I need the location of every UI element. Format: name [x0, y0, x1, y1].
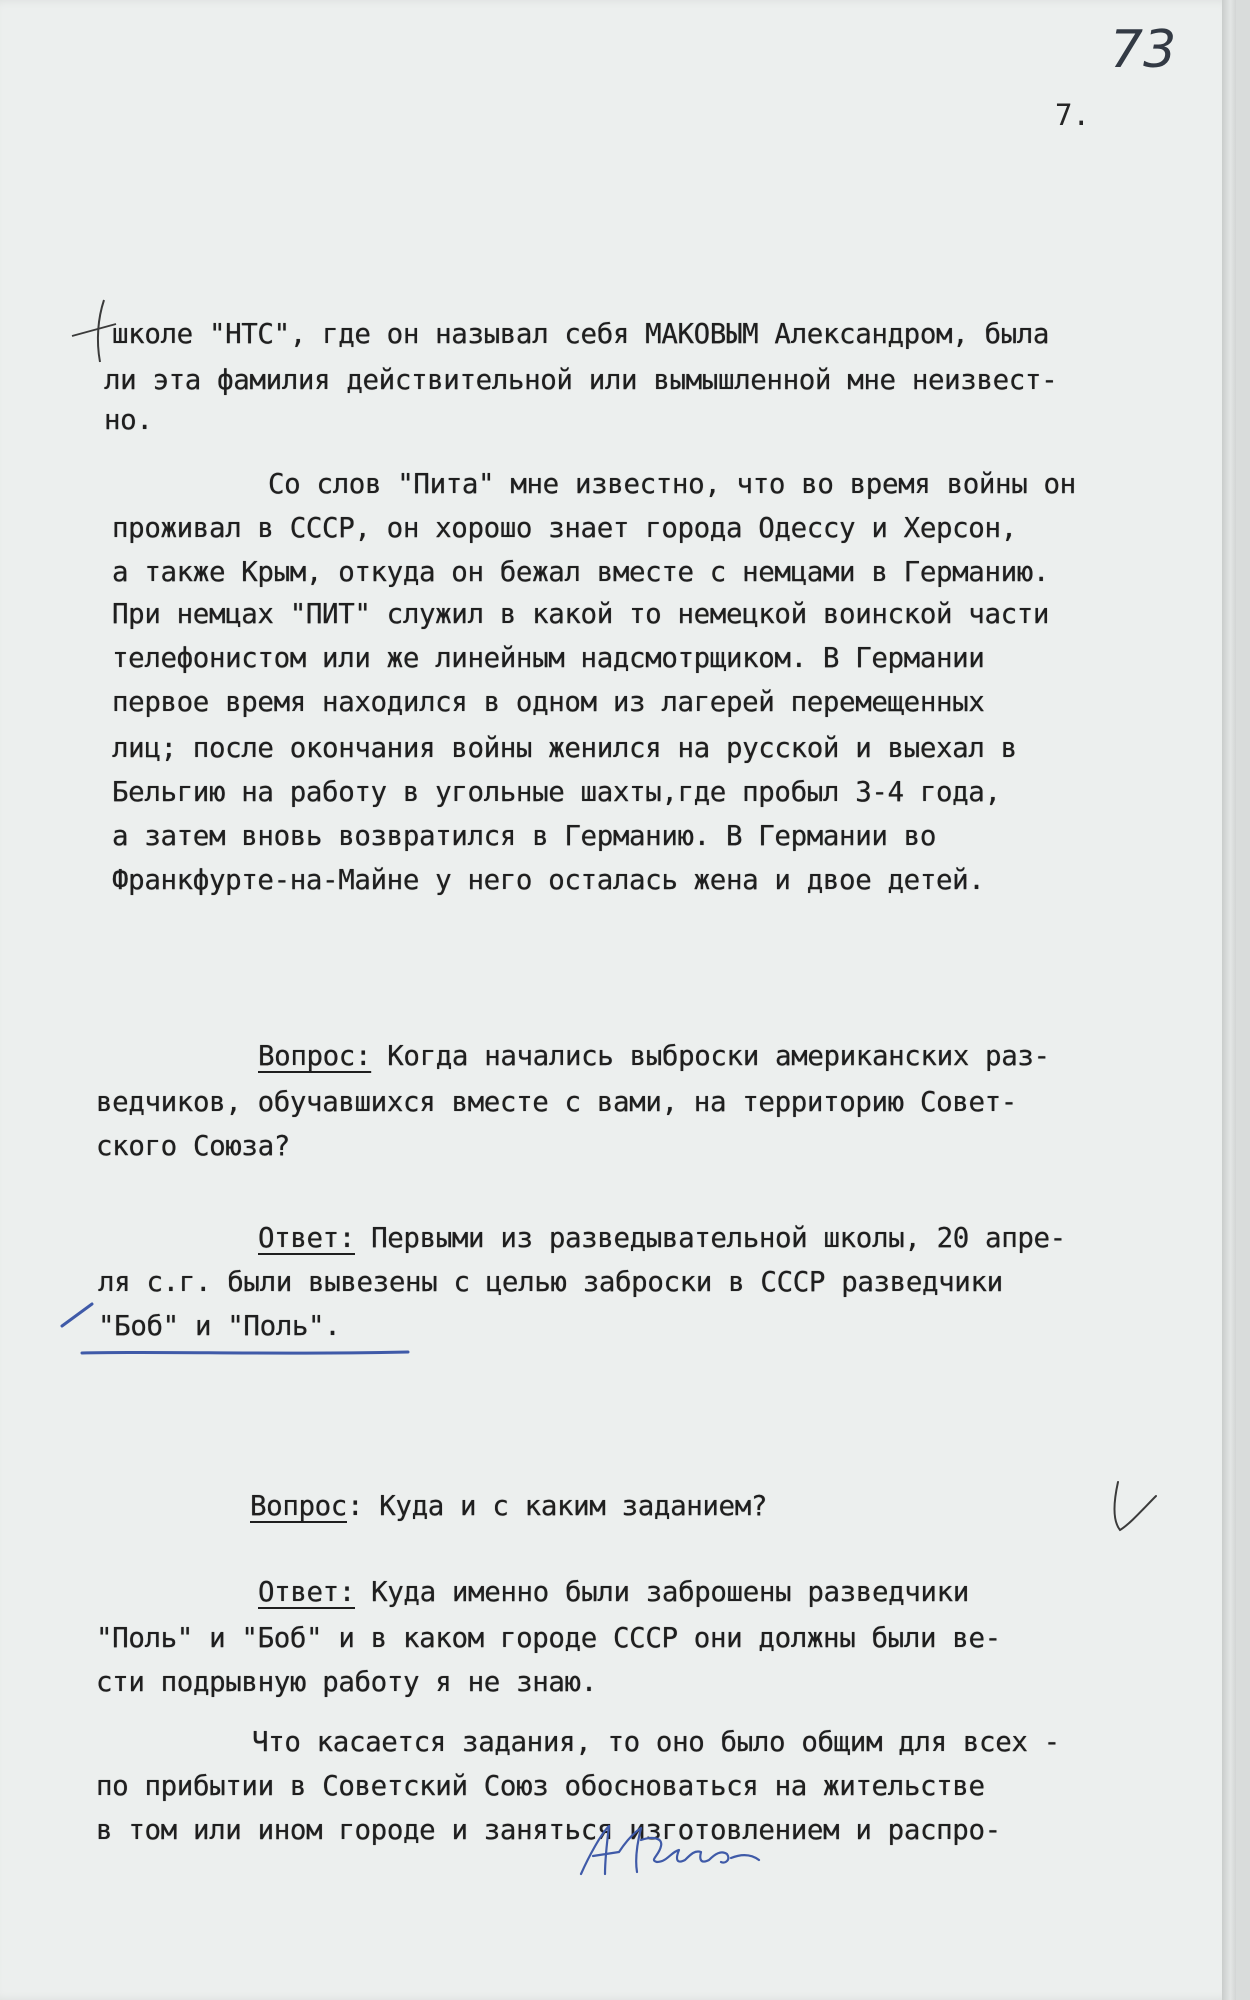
question-label: Вопрос: [258, 1040, 372, 1072]
text-line: ля с.г. были вывезены с целью заброски в СССР разведчики [98, 1266, 1003, 1298]
pencil-check-icon [1108, 1478, 1160, 1538]
answer-label: Ответ: [258, 1222, 355, 1254]
answer-text: Куда именно были заброшены разведчики [354, 1576, 969, 1608]
text-line: Бельгию на работу в угольные шахты,где пробыл 3-4 года, [112, 776, 1001, 808]
text-line: Что касается задания, то оно было общим для всех - [252, 1726, 1060, 1758]
archive-page-number: 73 [1110, 20, 1177, 80]
text-line: лиц; после окончания войны женился на русской и выехал в [112, 732, 1017, 764]
text-line: ского Союза? [96, 1130, 290, 1162]
text-line: телефонистом или же линейным надсмотрщиком. В Германии [112, 642, 985, 674]
pencil-margin-mark [70, 296, 118, 366]
text-line: школе "НТС", где он называл себя МАКОВЫМ Александром, была [112, 318, 1050, 350]
blue-margin-mark [58, 1300, 98, 1330]
question-text: Когда начались выброски американских раз- [371, 1040, 1050, 1072]
text-line: ведчиков, обучавшихся вместе с вами, на территорию Совет- [96, 1086, 1017, 1118]
text-line: но. [104, 404, 153, 436]
answer-line [258, 1222, 1066, 1254]
answer-line [258, 1576, 969, 1608]
question-label: Вопрос [250, 1490, 347, 1522]
text-line: Франкфурте-на-Майне у него осталась жена и двое детей. [112, 864, 985, 896]
question-line [258, 1040, 1050, 1072]
text-line: по прибытии в Советский Союз обосноваться на жительстве [96, 1770, 985, 1802]
text-line: "Боб" и "Поль". [98, 1310, 341, 1342]
answer-label: Ответ: [258, 1576, 355, 1608]
text-line: ли эта фамилия действительной или вымышленной мне неизвест- [104, 364, 1058, 396]
answer-text: Первыми из разведывательной школы, 20 апре- [354, 1222, 1066, 1254]
question-line [250, 1490, 767, 1522]
question-text: : Куда и с каким заданием? [346, 1490, 768, 1522]
page-number: 7. [1055, 98, 1090, 132]
text-line: первое время находился в одном из лагерей перемещенных [112, 686, 985, 718]
blue-underline-mark [80, 1348, 410, 1358]
text-line: в том или ином городе и заняться изготовлением и распро- [96, 1814, 1001, 1846]
text-line: а также Крым, откуда он бежал вместе с немцами в Германию. [112, 556, 1050, 588]
text-line: Со слов "Пита" мне известно, что во время войны он [268, 468, 1076, 500]
text-line: "Поль" и "Боб" и в каком городе СССР они должны были ве- [96, 1622, 1001, 1654]
text-line: а затем вновь возвратился в Германию. В Германии во [112, 820, 936, 852]
text-line: сти подрывную работу я не знаю. [96, 1666, 597, 1698]
page-edge [1222, 0, 1236, 2000]
text-line: проживал в СССР, он хорошо знает города Одессу и Херсон, [112, 512, 1017, 544]
handwritten-signature [575, 1820, 765, 1880]
text-line: При немцах "ПИТ" служил в какой то немецкой воинской части [112, 598, 1050, 630]
